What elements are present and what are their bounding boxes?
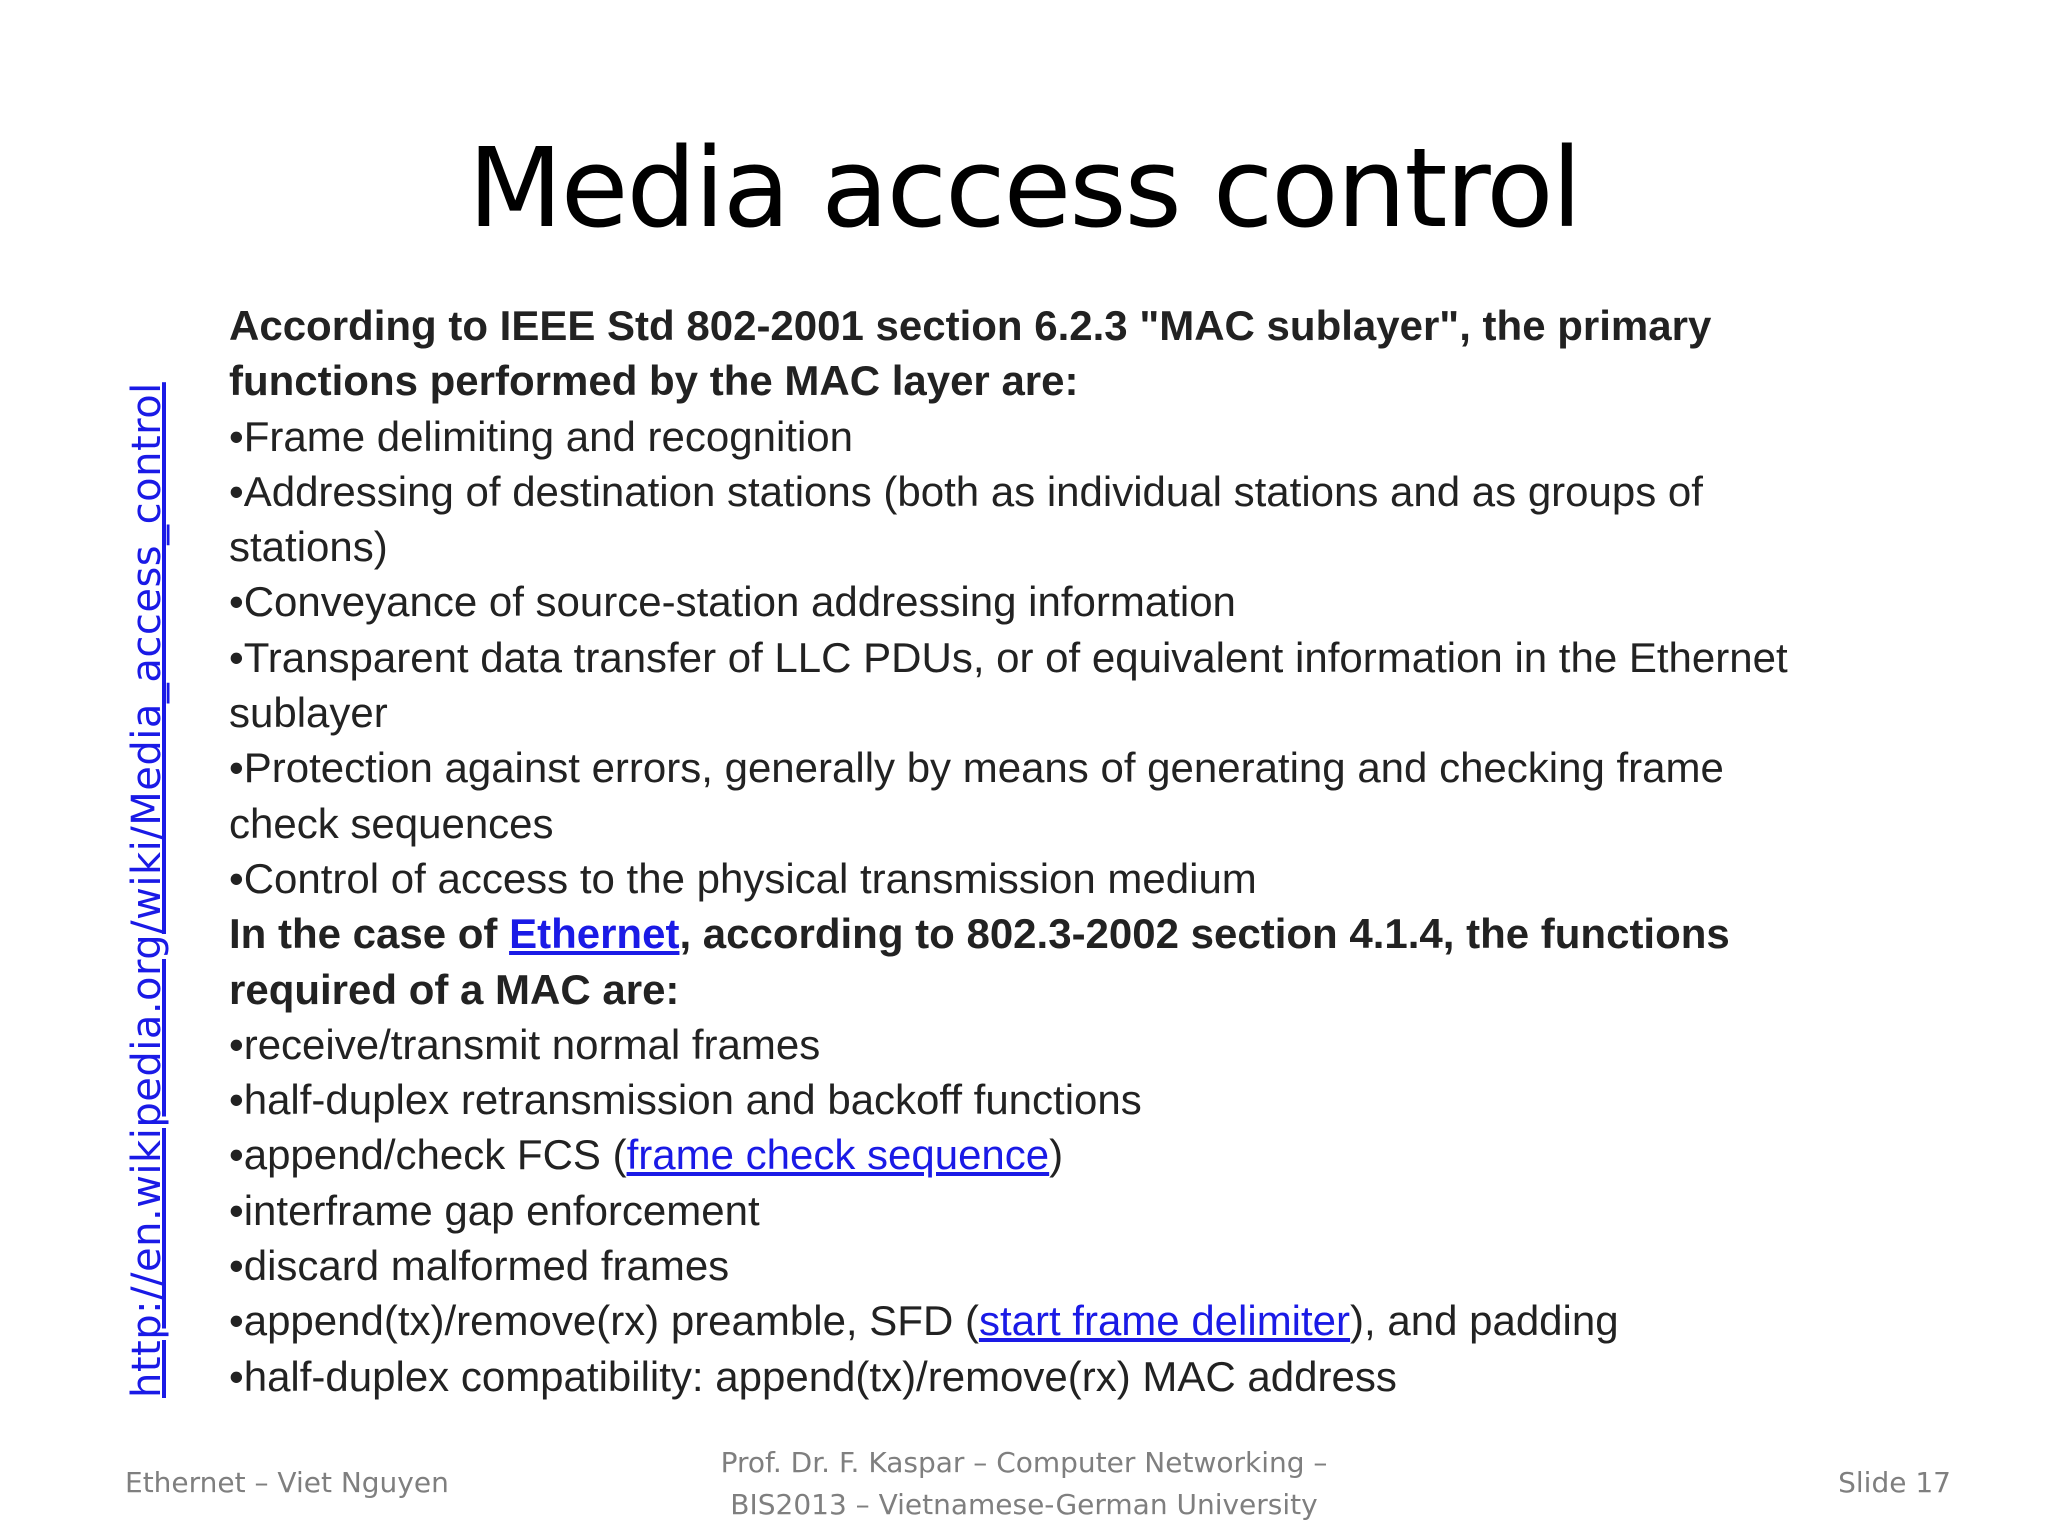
fcs-prefix: •append/check FCS ( — [229, 1131, 627, 1179]
footer-center-line-1: Prof. Dr. F. Kaspar – Computer Networking – — [720, 1446, 1328, 1479]
ethernet-function-item — [229, 1293, 1979, 1348]
ethernet-intro-line-1 — [229, 906, 1979, 961]
mac-function-item: check sequences — [229, 799, 554, 847]
ethernet-function-item — [229, 1127, 1979, 1182]
sfd-suffix: ), and padding — [1350, 1297, 1619, 1345]
ethernet-function-item: •discard malformed frames — [229, 1242, 730, 1290]
ethernet-function-item: •half-duplex retransmission and backoff functions — [229, 1076, 1142, 1124]
mac-function-item: stations) — [229, 523, 388, 571]
ethernet-intro-line-2: required of a MAC are: — [229, 965, 680, 1013]
ethernet-function-item: •half-duplex compatibility: append(tx)/remove(rx) MAC address — [229, 1352, 1397, 1400]
mac-function-item: •Protection against errors, generally by means of generating and checking frame — [229, 744, 1724, 792]
footer-left: Ethernet – Viet Nguyen — [125, 1466, 449, 1499]
ethernet-intro-prefix: In the case of — [229, 910, 510, 958]
ethernet-function-item: •receive/transmit normal frames — [229, 1020, 821, 1068]
footer-center — [624, 1442, 1424, 1526]
ethernet-link[interactable]: Ethernet — [509, 910, 680, 958]
mac-function-item: •Transparent data transfer of LLC PDUs, or of equivalent information in the Ethernet — [229, 633, 1788, 681]
intro-line-1: According to IEEE Std 802-2001 section 6.2.3 "MAC sublayer", the primary — [229, 302, 1712, 349]
start-frame-delimiter-link[interactable]: start frame delimiter — [978, 1297, 1351, 1345]
sfd-prefix: •append(tx)/remove(rx) preamble, SFD ( — [229, 1297, 979, 1345]
frame-check-sequence-link[interactable]: frame check sequence — [626, 1131, 1050, 1179]
mac-function-item: •Frame delimiting and recognition — [229, 412, 854, 460]
ethernet-function-item: •interframe gap enforcement — [229, 1186, 760, 1234]
mac-function-item: •Control of access to the physical transmission medium — [229, 854, 1257, 902]
mac-function-item: •Addressing of destination stations (both as individual stations and as groups of — [229, 467, 1703, 515]
slide-title: Media access control — [467, 124, 1581, 252]
fcs-suffix: ) — [1049, 1131, 1064, 1179]
intro-line-2: functions performed by the MAC layer are: — [229, 357, 1079, 405]
mac-function-item: •Conveyance of source-station addressing information — [229, 578, 1236, 626]
slide-number: Slide 17 — [1838, 1466, 1951, 1499]
wikipedia-source-link[interactable]: http://en.wikipedia.org/wiki/Media_access_control — [124, 382, 170, 1398]
mac-function-item: sublayer — [229, 689, 388, 737]
slide-content — [229, 298, 1979, 1404]
footer-center-line-2: BIS2013 – Vietnamese-German University — [730, 1488, 1318, 1521]
ethernet-intro-suffix: , according to 802.3-2002 section 4.1.4, the functions — [679, 910, 1730, 958]
